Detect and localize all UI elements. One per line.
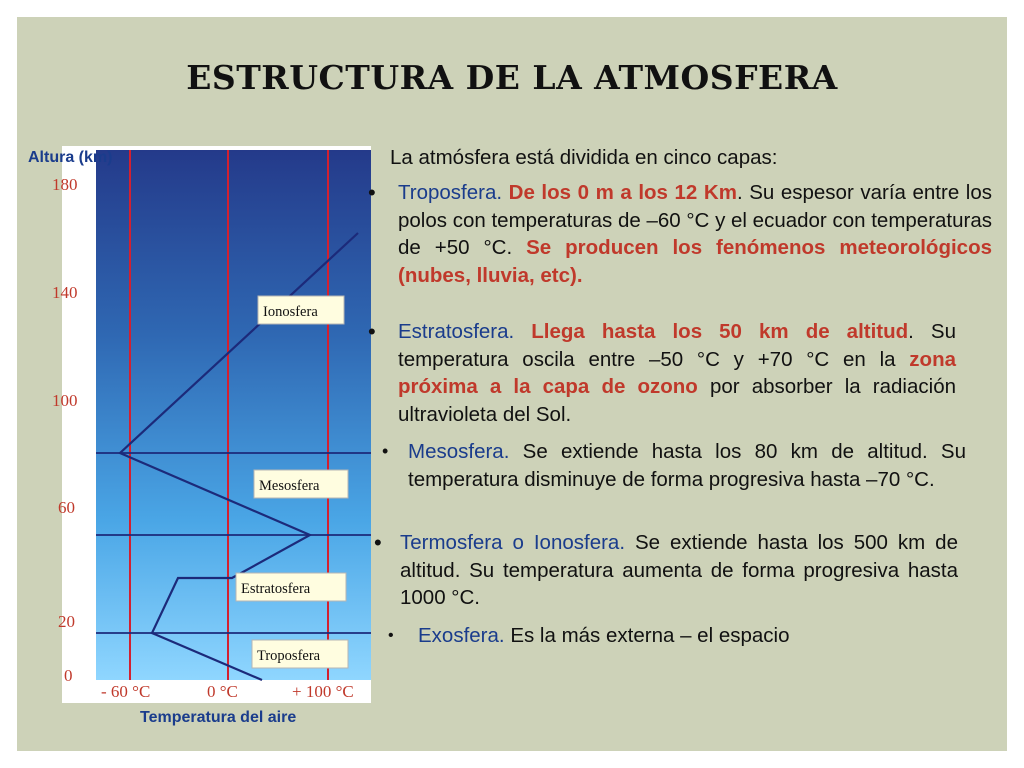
bullet-paragraph [418,622,992,650]
x-axis-label: Temperatura del aire [140,709,297,726]
y-tick-100: 100 [52,391,78,410]
bullet-label: Exosfera. [418,624,505,647]
bullet-dot: • [388,627,394,644]
bullet-highlight: Llega hasta los 50 km de altitud [531,320,909,343]
y-tick-20: 20 [58,612,75,631]
intro-text: La atmósfera está dividida en cinco capas: [390,146,778,169]
x-tick-zero: 0 °C [207,682,238,701]
svg-text:Troposfera: Troposfera [257,648,321,664]
bullet-label: Termosfera o Ionosfera. [400,531,626,554]
bullet-body-2: por absorber la radiación ultravioleta del Sol. [398,375,956,426]
bullet-label: Estratosfera. [398,320,515,343]
y-tick-180: 180 [52,175,78,194]
layer-label-mesosfera [254,470,348,498]
layer-label-estratosfera [236,573,346,601]
bullet-body: Se extiende hasta los 500 km de altitud. Su temperatura aumenta de forma progresiva hasta 1000 °C. [400,531,958,609]
y-tick-0: 0 [64,666,73,685]
svg-text:Estratosfera: Estratosfera [241,581,311,597]
bullet-estratosfera [368,318,992,428]
bullet-highlight-2: Se producen los fenómenos meteorológicos (nubes, lluvia, etc). [398,236,992,287]
bullet-dot: • [368,319,376,344]
y-tick-140: 140 [52,283,78,302]
bullet-dot: • [368,180,376,205]
bullet-mesosfera [368,438,992,493]
y-tick-60: 60 [58,498,75,517]
bullet-paragraph [398,179,992,289]
bullet-body: . Su espesor varía entre los polos con temperaturas de –60 °C y el ecuador con temperaturas de +50 °C. [398,181,992,259]
bullet-label: Troposfera. [398,181,503,204]
layer-label-ionosfera [258,296,344,324]
layer-label-troposfera [252,640,348,668]
bullet-troposfera [368,179,992,289]
bullet-paragraph [408,438,966,493]
svg-text:Ionosfera: Ionosfera [263,304,318,320]
bullet-paragraph [400,529,958,612]
x-tick-minus60: - 60 °C [101,682,151,701]
bullet-highlight-2: zona próxima a la capa de ozono [398,347,956,398]
bullet-body: Se extiende hasta los 80 km de altitud. Su temperatura disminuye de forma progresiva hasta –70 °C. [408,440,966,491]
bullet-body: . Su temperatura oscila entre –50 °C y +70 °C en la [398,320,956,371]
svg-text:Mesosfera: Mesosfera [259,478,320,494]
bullet-body: Es la más externa – el espacio [510,624,790,647]
bullet-highlight: De los 0 m a los 12 Km [508,181,737,204]
bullet-paragraph [398,318,956,428]
y-axis-label: Altura (km) [28,149,113,166]
bullet-termosfera [368,529,992,612]
slide-title: ESTRUCTURA DE LA ATMOSFERA [186,58,838,97]
bullet-label: Mesosfera. [408,440,510,463]
bullet-dot: • [374,530,382,555]
x-tick-plus100: + 100 °C [292,682,354,701]
bullet-dot: • [382,441,389,461]
bullet-exosfera [368,622,992,650]
